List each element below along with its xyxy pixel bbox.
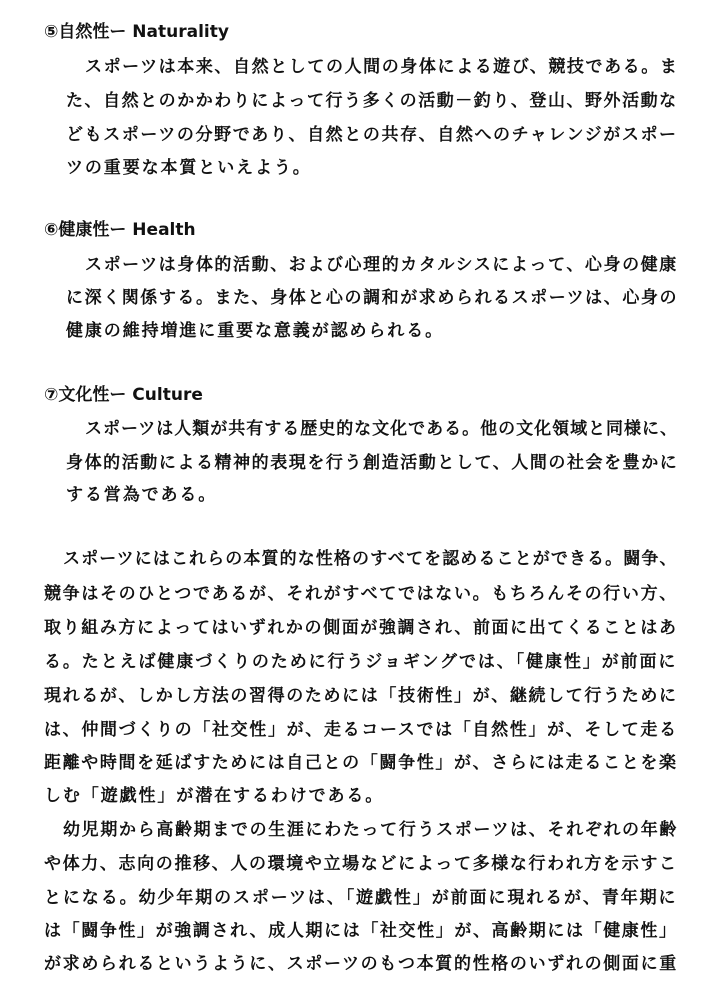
paragraph-text-line: しむ「遊戯性」が潜在するわけである。 [44, 786, 385, 806]
paragraph-text-line: 幼児期から高齢期までの生涯にわたって行うスポーツは、それぞれの年齢 [63, 820, 679, 840]
paragraph-text-line: 取り組み方によってはいずれかの側面が強調され、前面に出てくることはあ [44, 618, 678, 638]
section-text-line: ツの重要な本質といえよう。 [66, 158, 312, 178]
section-heading-naturality: ⑤自然性ー Naturality [44, 22, 229, 42]
paragraph-text-line: スポーツにはこれらの本質的な性格のすべてを認めることができる。闘争、 [63, 549, 678, 569]
section-text-line: に深く関係する。また、身体と心の調和が求められるスポーツは、心身の [66, 288, 679, 308]
section-heading-health: ⑥健康性ー Health [44, 220, 196, 240]
section-text-line: スポーツは本来、自然としての人間の身体による遊び、競技である。ま [85, 57, 679, 77]
paragraph-text-line: 競争はそのひとつであるが、それがすべてではない。もちろんその行い方、 [44, 584, 678, 604]
paragraph-text-line: る。たとえば健康づくりのために行うジョギングでは、「健康性」が前面に [44, 652, 678, 672]
paragraph-text-line: は「闘争性」が強調され、成人期には「社交性」が、高齢期には「健康性」 [44, 921, 678, 941]
paragraph-text-line: が求められるというように、スポーツのもつ本質的性格のいずれの側面に重 [44, 954, 678, 974]
paragraph-text-line: 距離や時間を延ばすためには自己との「闘争性」が、さらには走ることを楽 [44, 753, 678, 773]
section-text-line: スポーツは身体的活動、および心理的カタルシスによって、心身の健康 [85, 255, 678, 275]
paragraph-text-line: は、仲間づくりの「社交性」が、走るコースでは「自然性」が、そして走る [44, 720, 678, 740]
paragraph-text-line: や体力、志向の推移、人の環境や立場などによって多様な行われ方を示すこ [44, 854, 678, 874]
section-text-line: スポーツは人類が共有する歴史的な文化である。他の文化領域と同様に、 [85, 419, 679, 439]
section-heading-culture: ⑦文化性ー Culture [44, 385, 203, 405]
section-text-line: た、自然とのかかわりによって行う多くの活動－釣り、登山、野外活動な [66, 91, 678, 111]
section-text-line: 身体的活動による精神的表現を行う創造活動として、人間の社会を豊かに [66, 453, 679, 473]
paragraph-text-line: とになる。幼少年期のスポーツは、「遊戯性」が前面に現れるが、青年期に [44, 888, 678, 908]
section-text-line: する営為である。 [66, 485, 218, 505]
section-text-line: どもスポーツの分野であり、自然との共存、自然へのチャレンジがスポー [66, 125, 678, 145]
paragraph-text-line: 現れるが、しかし方法の習得のためには「技術性」が、継続して行うために [44, 686, 678, 706]
section-text-line: 健康の維持増進に重要な意義が認められる。 [66, 321, 444, 341]
